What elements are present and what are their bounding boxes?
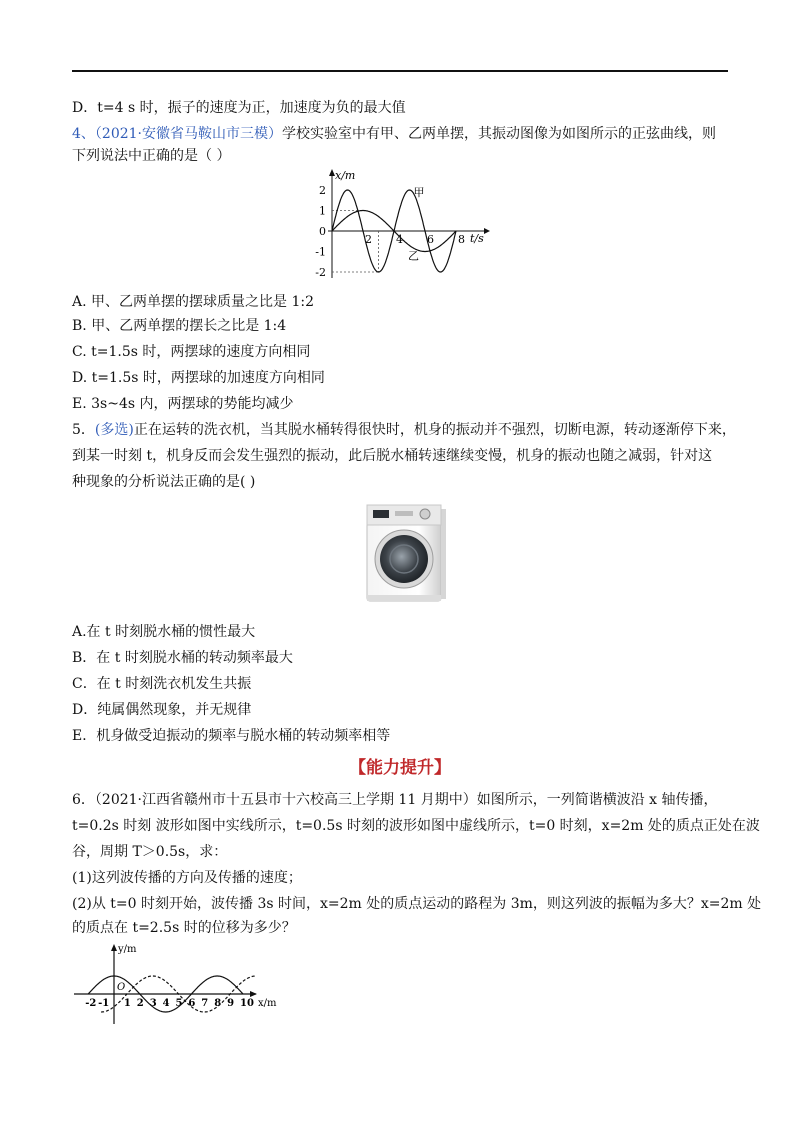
q6-x-axis-arrow — [250, 991, 257, 997]
q5-number: 5． — [72, 422, 95, 438]
q5-option-a: A.在 t 时刻脱水桶的惯性最大 — [72, 624, 256, 640]
q5-tag: (多选) — [94, 422, 134, 438]
q4-x-tick-label: 8 — [458, 233, 465, 246]
q6-x-tick-label: 6 — [188, 998, 196, 1009]
q6-y-axis-arrow — [111, 944, 117, 951]
q4-y-tick-label: 0 — [319, 225, 326, 238]
q4-option-e: E. 3s~4s 内，两摆球的势能均减少 — [72, 396, 294, 412]
q6-x-tick-label: 8 — [214, 998, 222, 1009]
q5-option-d: D．纯属偶然现象，并无规律 — [72, 702, 252, 718]
q6-line-2: t=0.2s 时刻 波形如图中实线所示，t=0.5s 时刻的波形如图中虚线所示，t=0 时刻，x=2m 处的质点正处在波 — [72, 818, 760, 834]
q5-option-c: C．在 t 时刻洗衣机发生共振 — [72, 676, 252, 692]
q6-y-axis-label: y/m — [118, 944, 137, 955]
q5-stem-line-1 — [72, 420, 736, 440]
q4-x-axis-label: t/s — [470, 232, 484, 245]
q4-x-tick-label: 2 — [365, 233, 372, 246]
q6-part-2-line-1: (2)从 t=0 时刻开始，波传播 3s 时间，x=2m 处的质点运动的路程为 3m，则这列波的振幅为多大？x=2m 处 — [72, 896, 762, 912]
q6-x-tick-label: 1 — [123, 998, 131, 1009]
q6-x-tick-label: -1 — [98, 998, 110, 1009]
q6-wave-chart — [70, 940, 290, 1030]
q4-y-tick-label: 2 — [319, 184, 326, 197]
q5-stem-line-3: 种现象的分析说法正确的是( ) — [72, 474, 256, 490]
q4-stem-line-2: 下列说法中正确的是（ ） — [72, 148, 231, 164]
q4-option-a: A. 甲、乙两单摆的摆球质量之比是 1:2 — [72, 294, 314, 310]
q6-chart-group — [74, 944, 277, 1024]
q5-stem-line-2: 到某一时刻 t，机身反而会发生强烈的振动，此后脱水桶转速继续变慢，机身的振动也随之减弱，针对这 — [72, 448, 713, 464]
q4-option-d: D. t=1.5s 时，两摆球的加速度方向相同 — [72, 370, 325, 386]
q6-x-tick-label: 2 — [136, 998, 144, 1009]
q6-x-tick-label: 3 — [149, 998, 157, 1009]
q6-x-tick-label: 5 — [175, 998, 183, 1009]
q5-option-b: B．在 t 时刻脱水桶的转动频率最大 — [72, 650, 293, 666]
q4-x-tick-label: 4 — [396, 233, 403, 246]
q6-x-tick-label: 9 — [227, 998, 235, 1009]
q6-x-tick-label: 4 — [162, 998, 170, 1009]
q6-line-1: 6．（2021·江西省赣州市十五县市十六校高三上学期 11 月期中）如图所示，一列简谐横波沿 x 轴传播， — [72, 792, 718, 808]
q4-x-axis-arrow — [484, 228, 490, 234]
q4-series-label: 甲 — [413, 186, 425, 199]
section-title: 【能力提升】 — [349, 758, 451, 778]
q4-stem-text: 学校实验室中有甲、乙两单摆，其振动图像为如图所示的正弦曲线，则 — [282, 126, 717, 142]
q6-origin-label: O — [117, 982, 126, 993]
q5-stem-text: 正在运转的洗衣机，当其脱水桶转得很快时，机身的振动并不强烈，切断电源，转动逐渐停下来， — [133, 422, 736, 438]
washing-machine-icon — [365, 503, 447, 606]
q6-x-axis-label: x/m — [258, 998, 277, 1009]
q4-y-tick-label: 1 — [319, 204, 326, 218]
q6-x-tick-label: 10 — [240, 998, 254, 1009]
q6-part-2-line-2: 的质点在 t=2.5s 时的位移为多少？ — [72, 920, 296, 936]
q4-vibration-chart — [300, 166, 500, 282]
q4-x-tick-label: 6 — [427, 233, 434, 246]
q4-source: （2021·安徽省马鞍山市三模） — [94, 126, 283, 142]
q4-series-label: 乙 — [407, 249, 419, 263]
q4-stem-line-1 — [72, 124, 716, 144]
q4-option-c: C. t=1.5s 时，两摆球的速度方向相同 — [72, 344, 311, 360]
q6-x-tick-label: -2 — [85, 998, 97, 1009]
q4-chart-group — [315, 169, 490, 279]
q4-y-axis-label: x/m — [335, 169, 356, 182]
q4-y-tick-label: -1 — [315, 245, 326, 259]
q4-y-tick-label: -2 — [315, 266, 326, 279]
q4-number: 4、 — [72, 126, 95, 142]
q6-part-1: (1)这列波传播的方向及传播的速度； — [72, 870, 302, 886]
header-rule — [72, 70, 728, 72]
q5-option-e: E．机身做受迫振动的频率与脱水桶的转动频率相等 — [72, 728, 391, 744]
q3-option-d: D．t=4 s 时，振子的速度为正，加速度为负的最大值 — [72, 100, 406, 116]
q6-x-tick-label: 7 — [201, 998, 209, 1009]
q4-option-b: B. 甲、乙两单摆的摆长之比是 1:4 — [72, 318, 287, 334]
q6-line-3: 谷，周期 T＞0.5s，求： — [72, 844, 228, 860]
